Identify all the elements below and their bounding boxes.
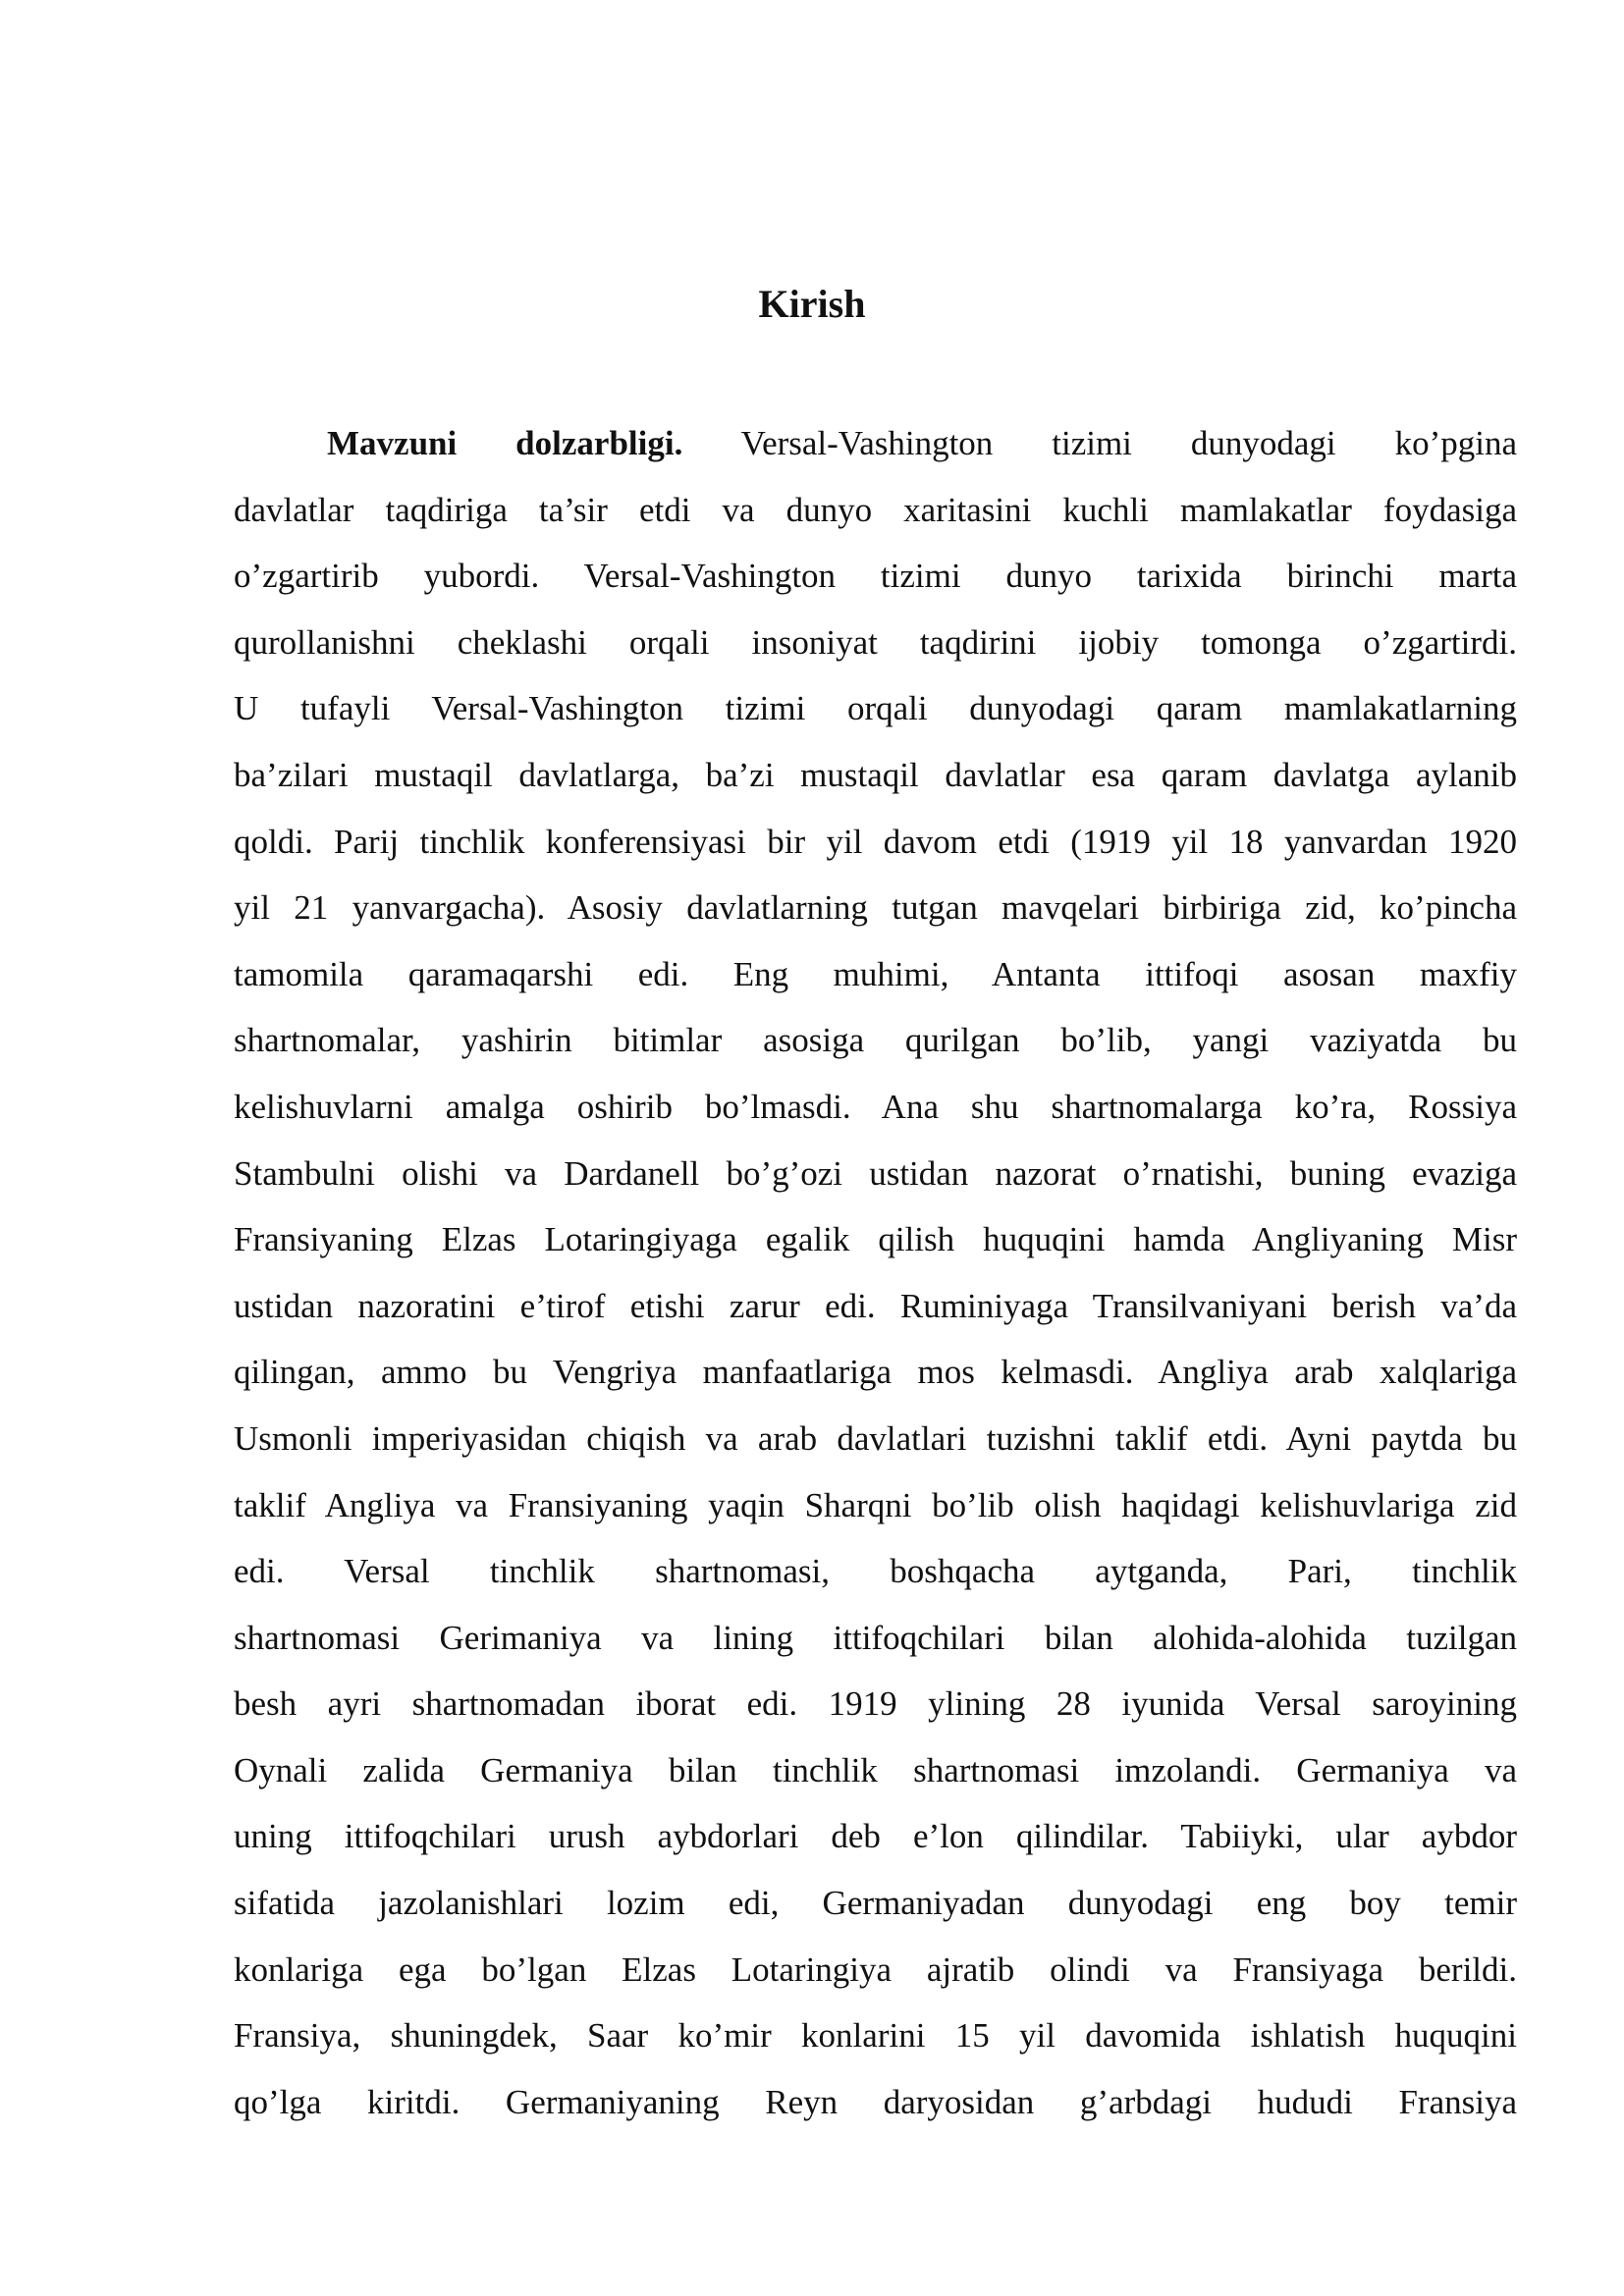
text-line: Oynali zalida Germaniya bilan tinchlik shartnomasi imzolandi. Germaniya va (234, 1750, 1517, 1789)
text-line: ustidan nazoratini e’tirof etishi zarur edi. Ruminiyaga Transilvaniyani berish va’da (234, 1286, 1517, 1325)
text-line: Fransiya, shuningdek, Saar ko’mir konlarini 15 yil davomida ishlatish huquqini (234, 2016, 1517, 2056)
text-line: o’zgartirib yubordi. Versal-Vashington tizimi dunyo tarixida birinchi marta (234, 557, 1517, 596)
page-title: Kirish (758, 282, 866, 326)
first-line-text: Versal-Vashington tizimi dunyodagi ko’pgina (682, 424, 1517, 462)
text-line: qoldi. Parij tinchlik konferensiyasi bir yil davom etdi (1919 yil 18 yanvardan 1920 (234, 822, 1517, 861)
text-line: ba’zilari mustaqil davlatlarga, ba’zi mustaqil davlatlar esa qaram davlatga aylanib (234, 755, 1517, 794)
lead-term: Mavzuni dolzarbligi. (327, 424, 683, 462)
text-line: sifatida jazolanishlari lozim edi, Germaniyadan dunyodagi eng boy temir (234, 1884, 1517, 1923)
text-line: yil 21 yanvargacha). Asosiy davlatlarning tutgan mavqelari birbiriga zid, ko’pincha (234, 888, 1517, 928)
paragraph-first-line (234, 410, 1517, 477)
text-line: edi. Versal tinchlik shartnomasi, boshqacha aytganda, Pari, tinchlik (234, 1552, 1517, 1591)
text-line: Fransiyaning Elzas Lotaringiyaga egalik qilish huquqini hamda Angliyaning Misr (234, 1220, 1517, 1259)
text-line: besh ayri shartnomadan iborat edi. 1919 ylining 28 iyunida Versal saroyining (234, 1684, 1517, 1724)
text-line: Usmonli imperiyasidan chiqish va arab davlatlari tuzishni taklif etdi. Ayni paytda bu (234, 1418, 1517, 1458)
text-line: uning ittifoqchilari urush aybdorlari deb e’lon qilindilar. Tabiiyki, ular aybdor (234, 1817, 1517, 1856)
text-line: kelishuvlarni amalga oshirib bo’lmasdi. Ana shu shartnomalarga ko’ra, Rossiya (234, 1087, 1517, 1126)
text-line: U tufayli Versal-Vashington tizimi orqali dunyodagi qaram mamlakatlarning (234, 689, 1517, 728)
text-line: qurollanishni cheklashi orqali insoniyat taqdirini ijobiy tomonga o’zgartirdi. (234, 622, 1517, 662)
body-paragraph (234, 410, 1517, 2135)
text-line: tamomila qaramaqarshi edi. Eng muhimi, Antanta ittifoqi asosan maxfiy (234, 954, 1517, 993)
text-line: shartnomasi Gerimaniya va lining ittifoqchilari bilan alohida-alohida tuzilgan (234, 1618, 1517, 1657)
text-line: Stambulni olishi va Dardanell bo’g’ozi ustidan nazorat o’rnatishi, buning evaziga (234, 1153, 1517, 1193)
text-line: taklif Angliya va Fransiyaning yaqin Sharqni bo’lib olish haqidagi kelishuvlariga zid (234, 1485, 1517, 1524)
text-line: shartnomalar, yashirin bitimlar asosiga qurilgan bo’lib, yangi vaziyatda bu (234, 1021, 1517, 1060)
text-line: davlatlar taqdiriga ta’sir etdi va dunyo xaritasini kuchli mamlakatlar foydasiga (234, 490, 1517, 529)
text-line: qilingan, ammo bu Vengriya manfaatlariga mos kelmasdi. Angliya arab xalqlariga (234, 1353, 1517, 1392)
text-line: konlariga ega bo’lgan Elzas Lotaringiya ajratib olindi va Fransiyaga berildi. (234, 1949, 1517, 1989)
text-line: qo’lga kiritdi. Germaniyaning Reyn daryosidan g’arbdagi hududi Fransiya (234, 2082, 1517, 2121)
